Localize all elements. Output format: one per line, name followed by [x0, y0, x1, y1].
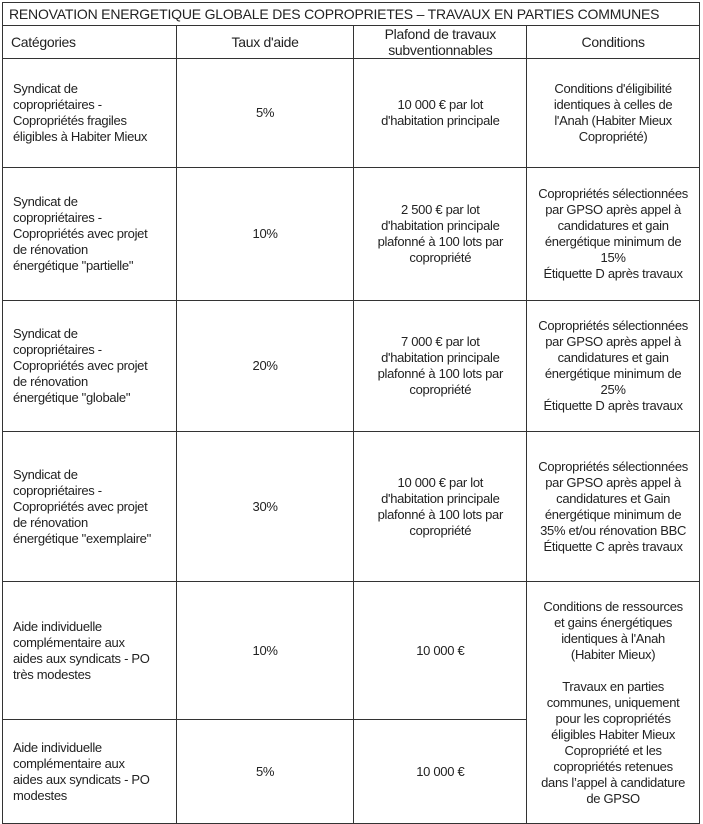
table-row: [3, 168, 700, 301]
cell-categorie: Aide individuelle complémentaire aux aides aux syndicats - PO très modestes: [3, 582, 177, 720]
aid-table: [2, 2, 700, 824]
table-title-row: [3, 3, 700, 26]
cell-categorie: Aide individuelle complémentaire aux aides aux syndicats - PO modestes: [3, 720, 177, 824]
cell-categorie: Syndicat de copropriétaires - Copropriétés avec projet de rénovation énergétique "partielle": [3, 168, 177, 301]
cell-categorie: Syndicat de copropriétaires - Copropriétés avec projet de rénovation énergétique "globale": [3, 301, 177, 432]
cell-plafond: 10 000 €: [354, 720, 527, 824]
cell-plafond: 10 000 €: [354, 582, 527, 720]
cell-plafond: 10 000 € par lot d'habitation principale plafonné à 100 lots par copropriété: [354, 432, 527, 582]
cell-taux: 5%: [176, 720, 354, 824]
cell-taux: 10%: [176, 168, 354, 301]
table-row: [3, 59, 700, 168]
cell-plafond: 2 500 € par lot d'habitation principale plafonné à 100 lots par copropriété: [354, 168, 527, 301]
header-categories: Catégories: [3, 26, 177, 59]
cell-categorie: Syndicat de copropriétaires - Copropriétés avec projet de rénovation énergétique "exemplaire": [3, 432, 177, 582]
cell-conditions: Copropriétés sélectionnées par GPSO après appel à candidatures et gain énergétique minimum de 25% Étiquette D après travaux: [527, 301, 700, 432]
cell-plafond: 7 000 € par lot d'habitation principale plafonné à 100 lots par copropriété: [354, 301, 527, 432]
table-row: [3, 301, 700, 432]
cell-categorie: Syndicat de copropriétaires - Copropriétés fragiles éligibles à Habiter Mieux: [3, 59, 177, 168]
cell-plafond: 10 000 € par lot d'habitation principale: [354, 59, 527, 168]
cell-shared-conditions: Conditions de ressources et gains énergétiques identiques à l'Anah (Habiter Mieux) Travaux en parties communes, uniquement pour les copropriétés éligibles Habiter Mieux Copropriété et les copropriétés retenues dans l’appel à candidature de GPSO: [527, 582, 700, 824]
cell-conditions: Copropriétés sélectionnées par GPSO après appel à candidatures et Gain énergétique minimum de 35% et/ou rénovation BBC Étiquette C après travaux: [527, 432, 700, 582]
cell-taux: 10%: [176, 582, 354, 720]
cell-conditions: Copropriétés sélectionnées par GPSO après appel à candidatures et gain énergétique minimum de 15% Étiquette D après travaux: [527, 168, 700, 301]
header-taux: Taux d'aide: [176, 26, 354, 59]
cell-taux: 20%: [176, 301, 354, 432]
cell-taux: 5%: [176, 59, 354, 168]
header-plafond: Plafond de travaux subventionnables: [354, 26, 527, 59]
table-row: [3, 432, 700, 582]
header-row: [3, 26, 700, 59]
header-conditions: Conditions: [527, 26, 700, 59]
table-row: [3, 582, 700, 720]
cell-taux: 30%: [176, 432, 354, 582]
cell-conditions: Conditions d'éligibilité identiques à celles de l'Anah (Habiter Mieux Copropriété): [527, 59, 700, 168]
table-title: RENOVATION ENERGETIQUE GLOBALE DES COPROPRIETES – TRAVAUX EN PARTIES COMMUNES: [3, 3, 700, 26]
